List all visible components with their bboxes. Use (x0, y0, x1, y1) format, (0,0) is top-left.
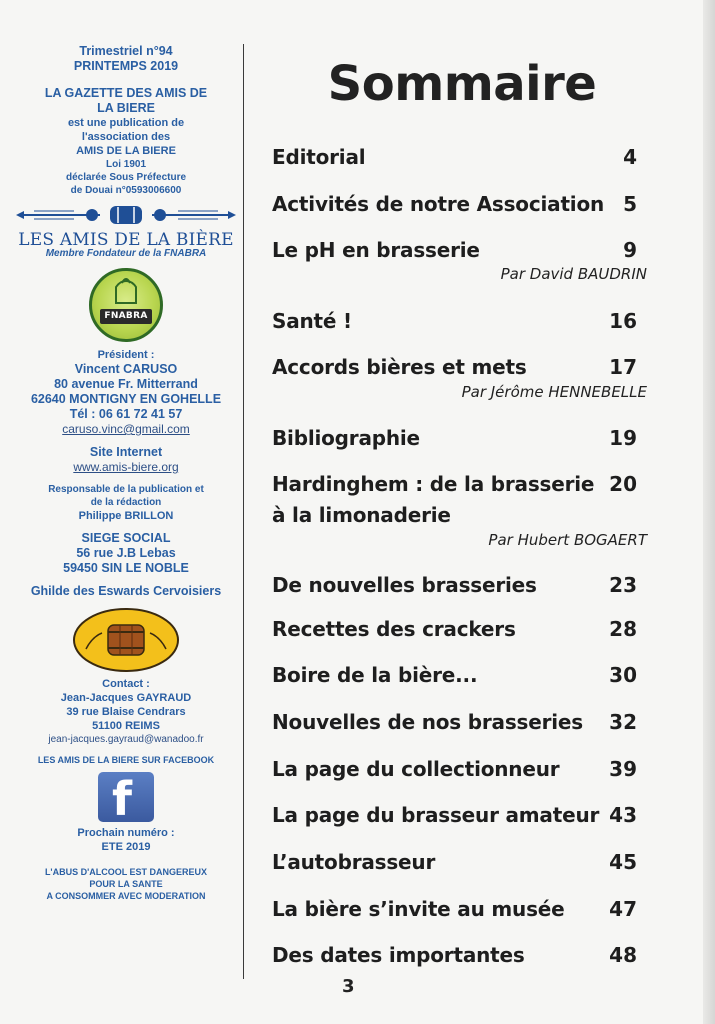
toc-entry-page: 23 (609, 573, 637, 597)
warning-line3: A CONSOMMER AVEC MODERATION (46, 891, 206, 901)
toc-entry-page: 4 (623, 145, 637, 169)
law-line: Loi 1901 (105, 159, 147, 170)
publication-line2: l'association des (81, 131, 171, 143)
guild-name: Ghilde des Eswards Cervoisiers (30, 584, 222, 598)
contact-label: Contact : (102, 678, 150, 690)
toc-entry-title: Santé ! (272, 309, 352, 333)
toc-entry[interactable] (272, 940, 647, 971)
toc-entry[interactable] (272, 352, 647, 401)
website-link[interactable]: www.amis-biere.org (73, 460, 179, 474)
barrel-banner-icon (14, 205, 238, 225)
toc-entry-title: La page du brasseur amateur (272, 803, 600, 827)
toc-entry-author: Par Hubert BOGAERT (488, 531, 647, 549)
president-name: Vincent CARUSO (74, 362, 178, 376)
responsible-line2: de la rédaction (90, 497, 162, 508)
declared-line2: de Douai n°0593006600 (70, 185, 182, 196)
president-phone: Tél : 06 61 72 41 57 (69, 407, 183, 421)
toc-entry-author: Par Jérôme HENNEBELLE (461, 383, 647, 401)
contact-name: Jean-Jacques GAYRAUD (60, 692, 192, 704)
toc-entry[interactable] (272, 306, 647, 337)
toc-entry-page: 28 (609, 617, 637, 641)
toc-entry-page: 47 (609, 897, 637, 921)
toc-entry-title: Activités de notre Association (272, 192, 605, 216)
toc-entry-title: Hardinghem : de la brasserie (272, 472, 595, 496)
toc-entry-title: L’autobrasseur (272, 850, 436, 874)
toc-entry-title: Editorial (272, 145, 366, 169)
president-address1: 80 avenue Fr. Mitterrand (54, 377, 198, 391)
declared-line1: déclarée Sous Préfecture (65, 172, 187, 183)
toc-entry-title: Boire de la bière... (272, 663, 478, 687)
toc-entry[interactable] (272, 469, 647, 549)
toc-entry[interactable] (272, 614, 647, 645)
toc-entry-page: 48 (609, 943, 637, 967)
publication-line3: AMIS DE LA BIERE (76, 145, 176, 157)
founder-line: Membre Fondateur de la FNABRA (45, 248, 207, 259)
website-label: Site Internet (89, 445, 163, 459)
page-edge (703, 0, 715, 1024)
toc-entry-page: 19 (609, 426, 637, 450)
contact-address2: 51100 REIMS (92, 720, 160, 732)
toc-entry-title: Nouvelles de nos brasseries (272, 710, 583, 734)
guild-barrel-logo-icon (72, 607, 180, 673)
logo-text: LES AMIS DE LA BIÈRE (18, 230, 234, 250)
sidebar (14, 44, 238, 902)
amis-biere-logo (14, 205, 238, 250)
siege-address2: 59450 SIN LE NOBLE (63, 561, 189, 575)
toc-entry-title: La bière s’invite au musée (272, 897, 565, 921)
facebook-icon[interactable]: f (98, 772, 154, 822)
page-title: Sommaire (327, 56, 597, 112)
toc-entry-page: 5 (623, 192, 637, 216)
toc-entry-title: Accords bières et mets (272, 355, 527, 379)
toc-entry-page: 20 (609, 472, 637, 496)
siege-address1: 56 rue J.B Lebas (76, 546, 176, 560)
contact-address1: 39 rue Blaise Cendrars (66, 706, 186, 718)
gazette-title-line2: LA BIERE (97, 101, 155, 115)
toc-entry-author: Par David BAUDRIN (500, 265, 647, 283)
toc-entry-title: Le pH en brasserie (272, 238, 480, 262)
toc-entry-title: La page du collectionneur (272, 757, 560, 781)
toc-entry[interactable] (272, 235, 647, 283)
toc-entry[interactable] (272, 800, 647, 831)
toc-entry-title: Des dates importantes (272, 943, 525, 967)
president-email-link[interactable]: caruso.vinc@gmail.com (62, 422, 190, 436)
toc-entry[interactable] (272, 707, 647, 738)
toc-entry-page: 32 (609, 710, 637, 734)
toc-entry-title: De nouvelles brasseries (272, 573, 537, 597)
issue-number: Trimestriel n°94 (79, 44, 173, 58)
responsible-name: Philippe BRILLON (78, 510, 174, 522)
gazette-title-line1: LA GAZETTE DES AMIS DE (44, 86, 208, 100)
issue-season: PRINTEMPS 2019 (73, 59, 179, 73)
column-divider (243, 44, 244, 979)
facebook-label: LES AMIS DE LA BIERE SUR FACEBOOK (37, 755, 215, 765)
fnabra-logo (89, 268, 163, 342)
toc-entry[interactable] (272, 423, 647, 454)
toc-entry[interactable] (272, 189, 647, 220)
fnabra-label: FNABRA (100, 309, 152, 324)
president-label: Président : (97, 349, 155, 361)
fnabra-emblem-icon (92, 273, 160, 309)
toc-entry-page: 43 (609, 803, 637, 827)
contact-email[interactable]: jean-jacques.gayraud@wanadoo.fr (48, 734, 204, 745)
toc-entry[interactable] (272, 754, 647, 785)
toc-entry-page: 45 (609, 850, 637, 874)
warning-line1: L'ABUS D'ALCOOL EST DANGEREUX (44, 867, 208, 877)
table-of-contents (262, 0, 652, 1024)
toc-entry[interactable] (272, 894, 647, 925)
warning-line2: POUR LA SANTE (89, 879, 163, 889)
toc-entry-page: 16 (609, 309, 637, 333)
responsible-line1: Responsable de la publication et (48, 484, 204, 495)
toc-entry-page: 9 (623, 238, 637, 262)
toc-entry[interactable] (272, 847, 647, 878)
toc-entry-title: Bibliographie (272, 426, 420, 450)
toc-entry[interactable] (272, 660, 647, 691)
toc-entry[interactable] (272, 142, 647, 173)
publication-line1: est une publication de (67, 117, 185, 129)
toc-entry-page: 39 (609, 757, 637, 781)
siege-label: SIEGE SOCIAL (81, 531, 171, 545)
toc-entry[interactable] (272, 570, 647, 601)
toc-entry-page: 30 (609, 663, 637, 687)
next-issue: ETE 2019 (101, 841, 151, 853)
toc-entry-page: 17 (609, 355, 637, 379)
toc-entry-title: Recettes des crackers (272, 617, 516, 641)
president-address2: 62640 MONTIGNY EN GOHELLE (30, 392, 222, 406)
page-number: 3 (342, 976, 355, 997)
next-issue-label: Prochain numéro : (77, 827, 175, 839)
toc-entry-title-line2: à la limonaderie (272, 503, 451, 527)
